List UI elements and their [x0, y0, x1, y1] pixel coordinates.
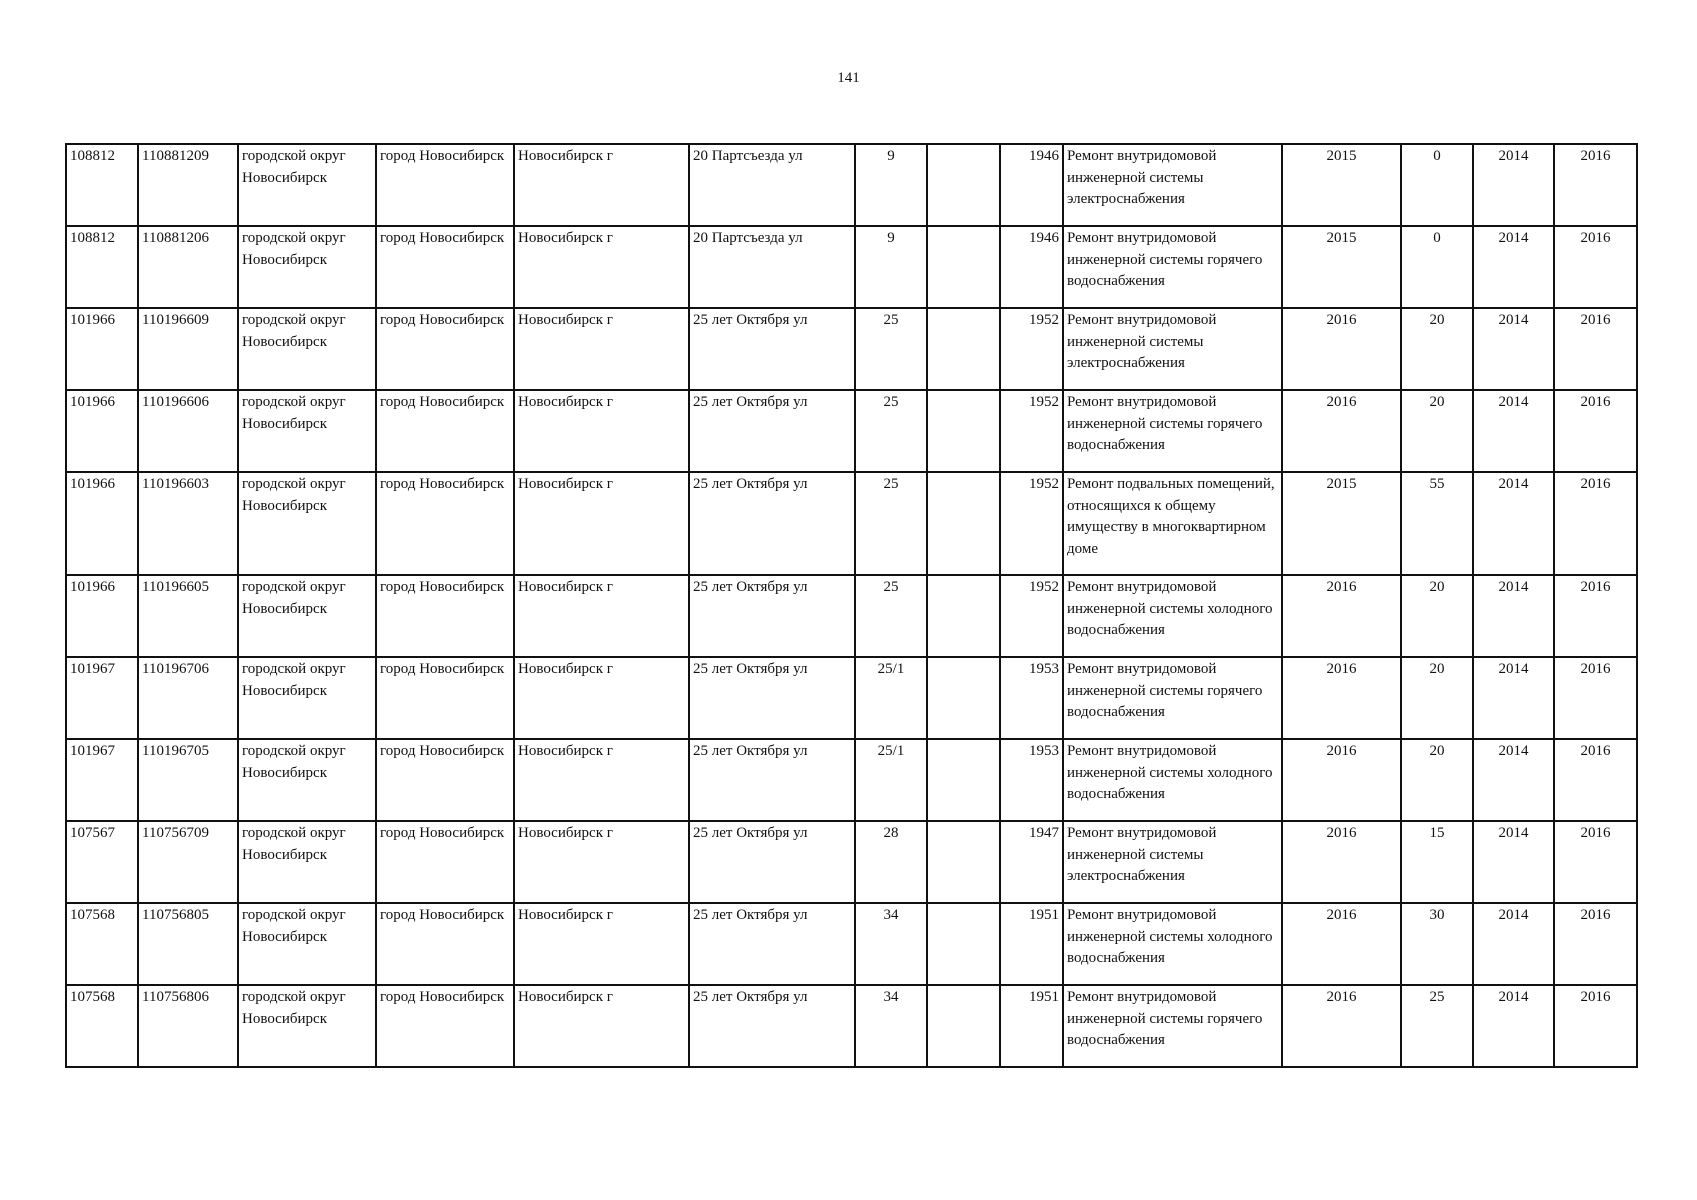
- wear-percent-cell: 25: [1401, 985, 1473, 1067]
- wear-percent-cell: 20: [1401, 739, 1473, 821]
- locality-cell: Новосибирск г: [514, 390, 689, 472]
- table-row: [66, 390, 1637, 472]
- district-cell: городской округ Новосибирск: [238, 226, 376, 308]
- district-cell: городской округ Новосибирск: [238, 575, 376, 657]
- year-from-cell: 2014: [1473, 821, 1554, 903]
- year-to-cell: 2016: [1554, 903, 1637, 985]
- year-built-cell: 1952: [1000, 472, 1063, 575]
- corpus-cell: [927, 472, 1000, 575]
- plan-year-cell: 2016: [1282, 575, 1401, 657]
- wear-percent-cell: 20: [1401, 308, 1473, 390]
- object-id-cell: 108812: [66, 226, 138, 308]
- settlement-cell: город Новосибирск: [376, 657, 514, 739]
- work-code-cell: 110196606: [138, 390, 238, 472]
- year-from-cell: 2014: [1473, 226, 1554, 308]
- street-cell: 25 лет Октября ул: [689, 903, 855, 985]
- street-cell: 20 Партсъезда ул: [689, 226, 855, 308]
- work-type-cell: Ремонт внутридомовой инженерной системы холодного водоснабжения: [1063, 739, 1282, 821]
- year-to-cell: 2016: [1554, 657, 1637, 739]
- plan-year-cell: 2015: [1282, 144, 1401, 226]
- year-built-cell: 1951: [1000, 903, 1063, 985]
- year-from-cell: 2014: [1473, 985, 1554, 1067]
- district-cell: городской округ Новосибирск: [238, 985, 376, 1067]
- year-built-cell: 1951: [1000, 985, 1063, 1067]
- house-number-cell: 25: [855, 390, 927, 472]
- plan-year-cell: 2016: [1282, 657, 1401, 739]
- district-cell: городской округ Новосибирск: [238, 308, 376, 390]
- wear-percent-cell: 20: [1401, 390, 1473, 472]
- work-code-cell: 110756805: [138, 903, 238, 985]
- wear-percent-cell: 0: [1401, 226, 1473, 308]
- locality-cell: Новосибирск г: [514, 144, 689, 226]
- year-from-cell: 2014: [1473, 390, 1554, 472]
- district-cell: городской округ Новосибирск: [238, 472, 376, 575]
- table-row: [66, 739, 1637, 821]
- object-id-cell: 101967: [66, 739, 138, 821]
- year-built-cell: 1952: [1000, 390, 1063, 472]
- wear-percent-cell: 0: [1401, 144, 1473, 226]
- object-id-cell: 108812: [66, 144, 138, 226]
- page-number: 141: [837, 70, 860, 86]
- work-type-cell: Ремонт внутридомовой инженерной системы горячего водоснабжения: [1063, 226, 1282, 308]
- district-cell: городской округ Новосибирск: [238, 657, 376, 739]
- registry-body: [66, 144, 1637, 1067]
- year-from-cell: 2014: [1473, 144, 1554, 226]
- table-row: [66, 575, 1637, 657]
- year-built-cell: 1946: [1000, 226, 1063, 308]
- work-code-cell: 110196603: [138, 472, 238, 575]
- street-cell: 25 лет Октября ул: [689, 390, 855, 472]
- year-from-cell: 2014: [1473, 575, 1554, 657]
- work-code-cell: 110196605: [138, 575, 238, 657]
- year-to-cell: 2016: [1554, 226, 1637, 308]
- plan-year-cell: 2016: [1282, 308, 1401, 390]
- corpus-cell: [927, 903, 1000, 985]
- locality-cell: Новосибирск г: [514, 821, 689, 903]
- settlement-cell: город Новосибирск: [376, 308, 514, 390]
- work-type-cell: Ремонт внутридомовой инженерной системы холодного водоснабжения: [1063, 903, 1282, 985]
- wear-percent-cell: 20: [1401, 575, 1473, 657]
- work-type-cell: Ремонт внутридомовой инженерной системы холодного водоснабжения: [1063, 575, 1282, 657]
- work-code-cell: 110881209: [138, 144, 238, 226]
- locality-cell: Новосибирск г: [514, 657, 689, 739]
- year-to-cell: 2016: [1554, 144, 1637, 226]
- object-id-cell: 101966: [66, 390, 138, 472]
- corpus-cell: [927, 821, 1000, 903]
- locality-cell: Новосибирск г: [514, 308, 689, 390]
- settlement-cell: город Новосибирск: [376, 144, 514, 226]
- object-id-cell: 101966: [66, 472, 138, 575]
- plan-year-cell: 2016: [1282, 739, 1401, 821]
- work-type-cell: Ремонт внутридомовой инженерной системы горячего водоснабжения: [1063, 390, 1282, 472]
- year-to-cell: 2016: [1554, 472, 1637, 575]
- work-code-cell: 110756709: [138, 821, 238, 903]
- settlement-cell: город Новосибирск: [376, 390, 514, 472]
- work-type-cell: Ремонт внутридомовой инженерной системы горячего водоснабжения: [1063, 657, 1282, 739]
- plan-year-cell: 2016: [1282, 903, 1401, 985]
- house-number-cell: 34: [855, 903, 927, 985]
- corpus-cell: [927, 226, 1000, 308]
- year-to-cell: 2016: [1554, 821, 1637, 903]
- locality-cell: Новосибирск г: [514, 903, 689, 985]
- work-type-cell: Ремонт внутридомовой инженерной системы электроснабжения: [1063, 308, 1282, 390]
- year-to-cell: 2016: [1554, 985, 1637, 1067]
- district-cell: городской округ Новосибирск: [238, 390, 376, 472]
- year-built-cell: 1952: [1000, 575, 1063, 657]
- table-row: [66, 903, 1637, 985]
- street-cell: 25 лет Октября ул: [689, 575, 855, 657]
- house-number-cell: 25/1: [855, 657, 927, 739]
- district-cell: городской округ Новосибирск: [238, 821, 376, 903]
- work-type-cell: Ремонт внутридомовой инженерной системы электроснабжения: [1063, 144, 1282, 226]
- corpus-cell: [927, 739, 1000, 821]
- settlement-cell: город Новосибирск: [376, 903, 514, 985]
- house-number-cell: 25: [855, 308, 927, 390]
- locality-cell: Новосибирск г: [514, 226, 689, 308]
- plan-year-cell: 2016: [1282, 390, 1401, 472]
- year-from-cell: 2014: [1473, 472, 1554, 575]
- work-type-cell: Ремонт подвальных помещений, относящихся к общему имуществу в многоквартирном доме: [1063, 472, 1282, 575]
- object-id-cell: 107568: [66, 903, 138, 985]
- corpus-cell: [927, 657, 1000, 739]
- work-code-cell: 110196609: [138, 308, 238, 390]
- year-built-cell: 1947: [1000, 821, 1063, 903]
- year-to-cell: 2016: [1554, 308, 1637, 390]
- year-to-cell: 2016: [1554, 390, 1637, 472]
- settlement-cell: город Новосибирск: [376, 739, 514, 821]
- settlement-cell: город Новосибирск: [376, 226, 514, 308]
- corpus-cell: [927, 390, 1000, 472]
- locality-cell: Новосибирск г: [514, 985, 689, 1067]
- work-code-cell: 110756806: [138, 985, 238, 1067]
- year-to-cell: 2016: [1554, 575, 1637, 657]
- object-id-cell: 101966: [66, 575, 138, 657]
- corpus-cell: [927, 308, 1000, 390]
- plan-year-cell: 2016: [1282, 821, 1401, 903]
- year-from-cell: 2014: [1473, 657, 1554, 739]
- table-row: [66, 985, 1637, 1067]
- house-number-cell: 25: [855, 472, 927, 575]
- locality-cell: Новосибирск г: [514, 472, 689, 575]
- wear-percent-cell: 30: [1401, 903, 1473, 985]
- work-code-cell: 110196705: [138, 739, 238, 821]
- district-cell: городской округ Новосибирск: [238, 739, 376, 821]
- wear-percent-cell: 55: [1401, 472, 1473, 575]
- year-built-cell: 1953: [1000, 739, 1063, 821]
- house-number-cell: 28: [855, 821, 927, 903]
- street-cell: 25 лет Октября ул: [689, 821, 855, 903]
- table-row: [66, 226, 1637, 308]
- wear-percent-cell: 15: [1401, 821, 1473, 903]
- object-id-cell: 107567: [66, 821, 138, 903]
- work-code-cell: 110196706: [138, 657, 238, 739]
- table-row: [66, 144, 1637, 226]
- plan-year-cell: 2015: [1282, 226, 1401, 308]
- corpus-cell: [927, 144, 1000, 226]
- object-id-cell: 107568: [66, 985, 138, 1067]
- plan-year-cell: 2016: [1282, 985, 1401, 1067]
- work-type-cell: Ремонт внутридомовой инженерной системы электроснабжения: [1063, 821, 1282, 903]
- year-to-cell: 2016: [1554, 739, 1637, 821]
- work-code-cell: 110881206: [138, 226, 238, 308]
- corpus-cell: [927, 985, 1000, 1067]
- settlement-cell: город Новосибирск: [376, 575, 514, 657]
- year-from-cell: 2014: [1473, 308, 1554, 390]
- street-cell: 20 Партсъезда ул: [689, 144, 855, 226]
- street-cell: 25 лет Октября ул: [689, 985, 855, 1067]
- house-number-cell: 34: [855, 985, 927, 1067]
- table-row: [66, 308, 1637, 390]
- repair-registry-table: [65, 143, 1638, 1068]
- table-row: [66, 657, 1637, 739]
- house-number-cell: 25: [855, 575, 927, 657]
- year-built-cell: 1946: [1000, 144, 1063, 226]
- street-cell: 25 лет Октября ул: [689, 657, 855, 739]
- house-number-cell: 9: [855, 144, 927, 226]
- work-type-cell: Ремонт внутридомовой инженерной системы горячего водоснабжения: [1063, 985, 1282, 1067]
- year-built-cell: 1952: [1000, 308, 1063, 390]
- wear-percent-cell: 20: [1401, 657, 1473, 739]
- street-cell: 25 лет Октября ул: [689, 472, 855, 575]
- object-id-cell: 101966: [66, 308, 138, 390]
- house-number-cell: 25/1: [855, 739, 927, 821]
- year-built-cell: 1953: [1000, 657, 1063, 739]
- locality-cell: Новосибирск г: [514, 739, 689, 821]
- year-from-cell: 2014: [1473, 903, 1554, 985]
- street-cell: 25 лет Октября ул: [689, 739, 855, 821]
- street-cell: 25 лет Октября ул: [689, 308, 855, 390]
- district-cell: городской округ Новосибирск: [238, 144, 376, 226]
- house-number-cell: 9: [855, 226, 927, 308]
- object-id-cell: 101967: [66, 657, 138, 739]
- settlement-cell: город Новосибирск: [376, 472, 514, 575]
- plan-year-cell: 2015: [1282, 472, 1401, 575]
- table-row: [66, 821, 1637, 903]
- settlement-cell: город Новосибирск: [376, 821, 514, 903]
- settlement-cell: город Новосибирск: [376, 985, 514, 1067]
- year-from-cell: 2014: [1473, 739, 1554, 821]
- district-cell: городской округ Новосибирск: [238, 903, 376, 985]
- corpus-cell: [927, 575, 1000, 657]
- table-row: [66, 472, 1637, 575]
- locality-cell: Новосибирск г: [514, 575, 689, 657]
